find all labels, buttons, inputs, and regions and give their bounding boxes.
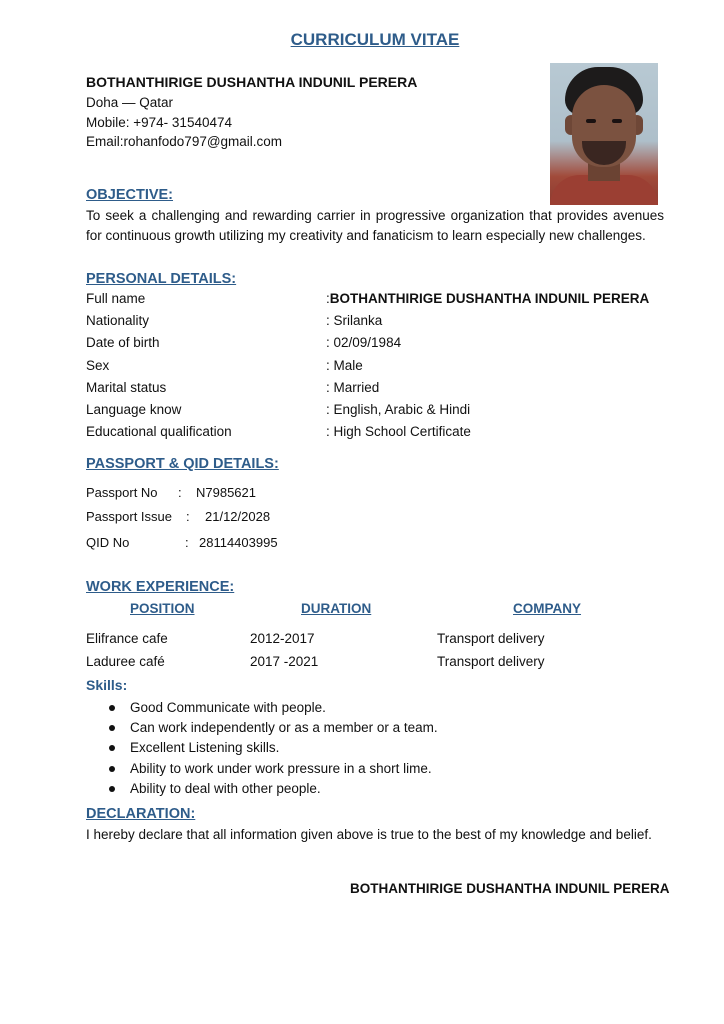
skill-item: Excellent Listening skills.: [130, 738, 438, 758]
personal-value: :BOTHANTHIRIGE DUSHANTHA INDUNIL PERERA: [326, 291, 650, 306]
objective-heading: OBJECTIVE:: [86, 187, 174, 203]
skills-heading: Skills:: [86, 677, 128, 693]
personal-label: Language know: [86, 402, 182, 417]
personal-value: : Married: [326, 380, 380, 395]
passport-no-value: N7985621: [196, 485, 256, 500]
personal-value: : 02/09/1984: [326, 335, 402, 350]
skill-item: Good Communicate with people.: [130, 698, 438, 718]
skills-list: [86, 698, 438, 799]
col-header-company: COMPANY: [513, 601, 582, 616]
objective-text: To seek a challenging and rewarding carrier in progressive organization that provides avenues for continuous growth utilizing my creativity and fanaticism to learn especially new challenges.: [86, 208, 664, 243]
work-company: Transport delivery: [437, 631, 545, 646]
personal-label: Sex: [86, 358, 110, 373]
personal-label: Nationality: [86, 313, 150, 328]
location: Doha — Qatar: [86, 95, 174, 110]
passport-no-sep: :: [178, 485, 182, 500]
skill-item: Ability to deal with other people.: [130, 779, 438, 799]
personal-label: Marital status: [86, 380, 167, 395]
personal-details-heading: PERSONAL DETAILS:: [86, 271, 237, 287]
applicant-name: BOTHANTHIRIGE DUSHANTHA INDUNIL PERERA: [86, 74, 418, 90]
qid-value: 28114403995: [199, 535, 278, 550]
mobile: Mobile: +974- 31540474: [86, 115, 232, 130]
email: Email:rohanfodo797@gmail.com: [86, 134, 283, 149]
page-title: CURRICULUM VITAE: [290, 30, 460, 49]
work-position: Elifrance cafe: [86, 631, 168, 646]
passport-issue-value: 21/12/2028: [205, 509, 271, 524]
skill-item: Can work independently or as a member or a team.: [130, 718, 438, 738]
declaration-text: I hereby declare that all information given above is true to the best of my knowledge and belief.: [86, 827, 652, 842]
profile-photo: [550, 63, 658, 205]
work-experience-heading: WORK EXPERIENCE:: [86, 579, 235, 595]
work-position: Laduree café: [86, 654, 165, 669]
passport-issue-label: Passport Issue: [86, 509, 172, 524]
skill-item: Ability to work under work pressure in a short lime.: [130, 759, 438, 779]
personal-label: Date of birth: [86, 335, 160, 350]
personal-value: : Male: [326, 358, 363, 373]
declaration-heading: DECLARATION:: [86, 806, 196, 822]
col-header-position: POSITION: [130, 601, 195, 616]
passport-issue-sep: :: [186, 509, 190, 524]
passport-heading: PASSPORT & QID DETAILS:: [86, 456, 279, 472]
signature-name: BOTHANTHIRIGE DUSHANTHA INDUNIL PERERA: [350, 881, 670, 896]
personal-value: : High School Certificate: [326, 424, 471, 439]
qid-label: QID No: [86, 535, 130, 550]
personal-label: Full name: [86, 291, 146, 306]
work-duration: 2012-2017: [250, 631, 315, 646]
col-header-duration: DURATION: [301, 601, 372, 616]
personal-label: Educational qualification: [86, 424, 232, 439]
personal-value: : Srilanka: [326, 313, 383, 328]
work-duration: 2017 -2021: [250, 654, 319, 669]
passport-no-label: Passport No: [86, 485, 158, 500]
personal-value: : English, Arabic & Hindi: [326, 402, 471, 417]
qid-sep: :: [185, 535, 189, 550]
work-company: Transport delivery: [437, 654, 545, 669]
